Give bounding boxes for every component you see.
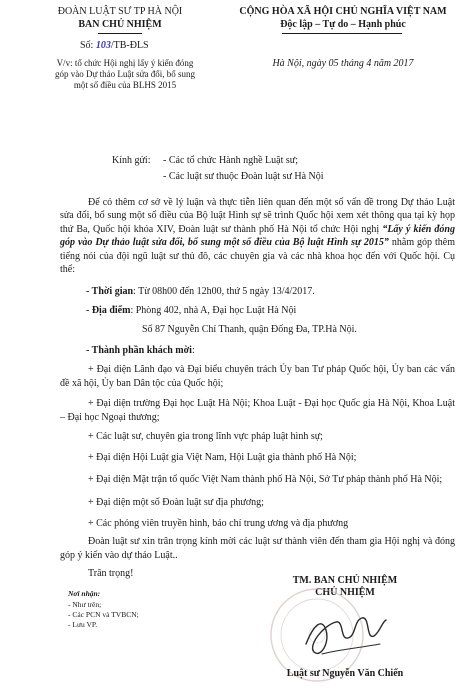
guest-item-2: + Đại diện trường Đại học Luật Hà Nội; Khoa Luật - Đại học Quốc gia Hà Nội, Khoa Luật – Đại học Ngoại thương; xyxy=(60,398,455,423)
subject-line-3: một số điều của BLHS 2015 xyxy=(73,80,177,90)
guests-heading: - Thành phần khách mời: xyxy=(86,345,195,356)
motto-underline xyxy=(282,33,402,34)
org-department: BAN CHỦ NHIỆM xyxy=(78,19,162,30)
recipient-2: - Các luật sư thuộc Đoàn luật sư Hà Nội xyxy=(163,171,324,182)
guest-item-1: + Đại diện Lãnh đạo và Đại biểu chuyên trách Ủy ban Tư pháp Quốc hội, Ủy ban các vấn đề xã hội, Ủy ban Dân tộc của Quốc hội; xyxy=(60,364,455,389)
guest-item-6: + Đại diện một số Đoàn luật sư địa phương; xyxy=(88,497,264,508)
guest-item-3: + Các luật sư, chuyên gia trong lĩnh vực pháp luật hình sự; xyxy=(88,431,323,442)
regards: Trân trọng! xyxy=(88,568,134,579)
org-underline xyxy=(98,33,142,34)
signer-name: Luật sư Nguyễn Văn Chiến xyxy=(286,668,404,679)
distribution-item-2: - Các PCN và TVBCN; xyxy=(68,610,139,619)
place-row: - Địa điểm: Phòng 402, nhà A, Đại học Luật Hà Nội xyxy=(86,305,297,316)
signature-position: CHỦ NHIỆM xyxy=(315,587,375,598)
distribution-item-3: - Lưu VP. xyxy=(68,620,98,629)
handwritten-signature xyxy=(300,604,390,666)
guest-item-7: + Các phóng viên truyền hình, báo chí trung ương và địa phương xyxy=(88,518,349,529)
recipient-1: - Các tổ chức Hành nghề Luật sư; xyxy=(163,155,298,166)
closing-paragraph: Đoàn luật sư xin trân trọng kính mời các luật sư thành viên đến tham gia Hội nghị và đóng góp ý kiến vào dự thảo Luật.. xyxy=(60,536,455,561)
guest-item-4: + Đại diện Hội Luật gia Việt Nam, Hội Luật gia thành phố Hà Nội; xyxy=(88,452,357,463)
intro-paragraph: Để có thêm cơ sở về lý luận và thực tiễn liên quan đến một số vấn đề trong Dự thảo Luật sửa đổi, bổ sung một số điều của Bộ luật Hình sự sẽ trình Quốc hội xem xét thông qua tại kỳ họp thứ Ba, Quốc hội khóa XIV, Đoàn luật sư thành phố Hà Nội tổ chức Hội nghị “Lấy ý kiến đóng góp vào Dự thảo luật sửa đổi, bổ sung một số điều của Bộ luật Hình sự 2015” nhằm góp thêm tiếng nói của đội ngũ luật sư thủ đô, các chuyên gia và các nhà khoa học đến với Quốc hội. Cụ thể: xyxy=(60,197,455,276)
document-number: Số: 103/TB-ĐLS xyxy=(80,40,149,51)
org-name: ĐOÀN LUẬT SƯ TP HÀ NỘI xyxy=(57,6,183,17)
subject-line-2: góp vào Dự thảo Luật sửa đổi, bổ sung xyxy=(55,69,195,79)
time-row: - Thời gian: Từ 08h00 đến 12h00, thứ 5 ngày 13/4/2017. xyxy=(86,286,315,297)
subject-line-1: V/v: tổ chức Hội nghị lấy ý kiến đóng xyxy=(56,58,194,68)
signature-title: TM. BAN CHỦ NHIỆM xyxy=(292,575,398,586)
recipients-label: Kính gửi: xyxy=(112,155,151,166)
place-date: Hà Nội, ngày 05 tháng 4 năm 2017 xyxy=(272,58,414,69)
place-address: Số 87 Nguyễn Chí Thanh, quận Đống Đa, TP.Hà Nội. xyxy=(142,324,357,335)
distribution-item-1: - Như trên; xyxy=(68,600,102,609)
conference-title: “Lấy ý kiến đóng góp vào Dự thảo luật sửa đổi, bổ sung một số điều của Bộ luật Hình sự 2015” xyxy=(60,223,455,249)
guest-item-5: + Đại diện Mặt trận tổ quốc Việt Nam thành phố Hà Nội, Sở Tư pháp thành phố Hà Nội; xyxy=(88,474,443,485)
nation-name: CỘNG HÒA XÃ HỘI CHỦ NGHĨA VIỆT NAM xyxy=(239,6,447,17)
handwritten-number: 103 xyxy=(95,40,111,51)
distribution-label: Nơi nhận: xyxy=(68,589,101,598)
nation-motto: Độc lập – Tự do – Hạnh phúc xyxy=(280,19,406,30)
